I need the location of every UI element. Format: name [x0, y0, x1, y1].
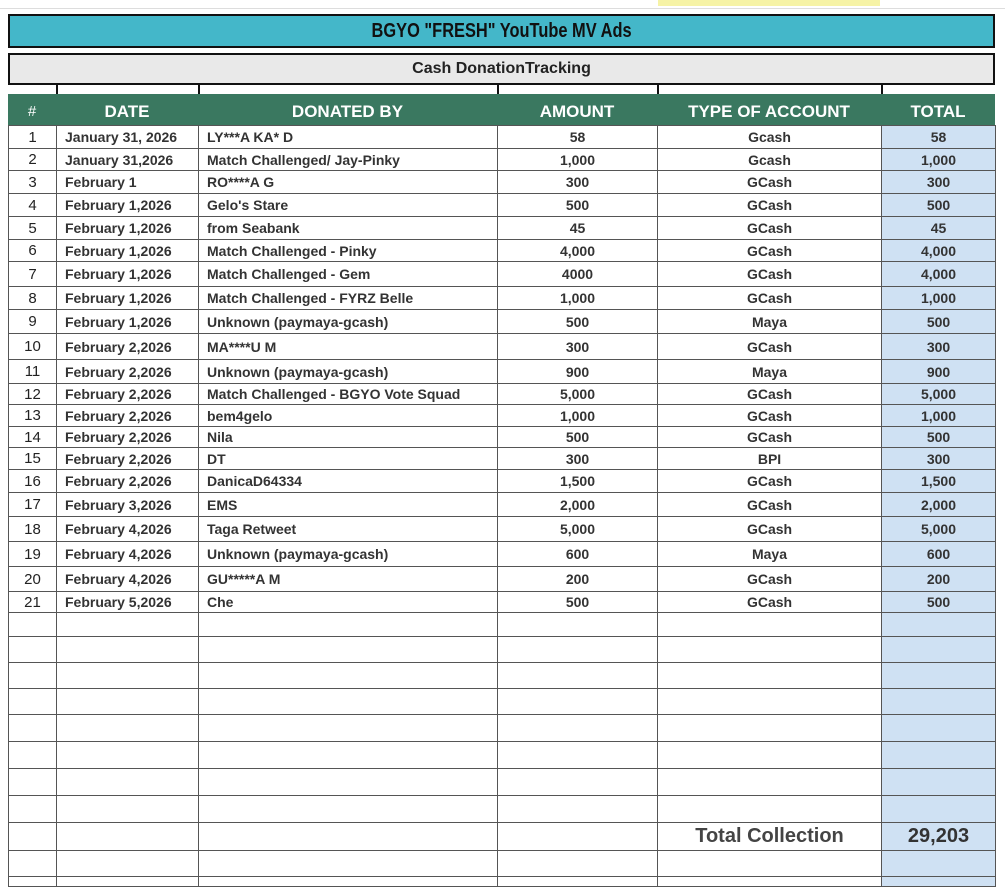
empty-cell[interactable] — [498, 715, 658, 742]
date-cell[interactable]: January 31, 2026 — [57, 126, 199, 149]
donor-cell[interactable]: bem4gelo — [199, 405, 498, 427]
total-cell[interactable]: 45 — [882, 217, 996, 240]
account-type-cell[interactable]: GCash — [658, 427, 882, 448]
table-row — [9, 287, 996, 310]
column-divider — [56, 84, 58, 94]
date-cell[interactable]: February 1,2026 — [57, 240, 199, 262]
row-number[interactable]: 9 — [9, 310, 57, 334]
column-divider — [657, 84, 659, 94]
empty-cell[interactable] — [57, 663, 199, 689]
total-cell[interactable]: 5,000 — [882, 517, 996, 542]
empty-row — [9, 663, 996, 689]
total-cell[interactable]: 4,000 — [882, 262, 996, 287]
empty-row — [9, 742, 996, 769]
empty-cell[interactable] — [658, 613, 882, 637]
table-row — [9, 493, 996, 517]
amount-cell[interactable]: 600 — [498, 542, 658, 567]
total-cell[interactable]: 300 — [882, 334, 996, 360]
header-amount[interactable]: AMOUNT — [539, 102, 615, 121]
table-row — [9, 240, 996, 262]
date-cell[interactable]: February 2,2026 — [57, 448, 199, 470]
date-cell[interactable]: February 2,2026 — [57, 405, 199, 427]
header-donated-by[interactable]: DONATED BY — [291, 102, 404, 121]
empty-cell[interactable] — [882, 877, 996, 887]
date-cell[interactable]: February 2,2026 — [57, 360, 199, 384]
empty-row — [9, 689, 996, 715]
row-number[interactable]: 15 — [9, 448, 57, 470]
donor-cell[interactable]: Unknown (paymaya-gcash) — [199, 542, 498, 567]
empty-cell[interactable] — [199, 637, 498, 663]
row-number[interactable]: 3 — [9, 171, 57, 194]
account-type-cell[interactable]: GCash — [658, 384, 882, 405]
account-type-cell[interactable]: Maya — [658, 360, 882, 384]
empty-cell[interactable] — [199, 851, 498, 877]
empty-cell[interactable] — [9, 742, 57, 769]
empty-cell[interactable] — [882, 689, 996, 715]
empty-cell[interactable] — [9, 613, 57, 637]
amount-cell[interactable]: 1,000 — [498, 287, 658, 310]
date-cell[interactable]: February 2,2026 — [57, 384, 199, 405]
empty-cell[interactable] — [882, 742, 996, 769]
row-number[interactable]: 10 — [9, 334, 57, 360]
donor-cell[interactable]: Nila — [199, 427, 498, 448]
account-type-cell[interactable]: GCash — [658, 171, 882, 194]
empty-cell[interactable] — [498, 769, 658, 796]
empty-cell[interactable] — [199, 742, 498, 769]
donor-cell[interactable]: Taga Retweet — [199, 517, 498, 542]
account-type-cell[interactable]: GCash — [658, 217, 882, 240]
total-cell[interactable]: 900 — [882, 360, 996, 384]
total-cell[interactable]: 500 — [882, 427, 996, 448]
empty-cell[interactable] — [199, 769, 498, 796]
account-type-cell[interactable]: BPI — [658, 448, 882, 470]
donor-cell[interactable]: MA****U M — [199, 334, 498, 360]
donor-cell[interactable]: RO****A G — [199, 171, 498, 194]
amount-cell[interactable]: 4000 — [498, 262, 658, 287]
row-number[interactable]: 21 — [9, 592, 57, 613]
amount-cell[interactable]: 500 — [498, 592, 658, 613]
spreadsheet-top-strip — [0, 0, 1005, 9]
donation-table — [8, 125, 996, 887]
date-cell[interactable]: February 1,2026 — [57, 217, 199, 240]
amount-cell[interactable]: 300 — [498, 334, 658, 360]
empty-cell[interactable] — [9, 663, 57, 689]
empty-cell[interactable] — [9, 715, 57, 742]
row-number[interactable]: 11 — [9, 360, 57, 384]
empty-cell[interactable] — [199, 823, 498, 851]
donor-cell[interactable]: Unknown (paymaya-gcash) — [199, 310, 498, 334]
total-cell[interactable]: 200 — [882, 567, 996, 592]
donor-cell[interactable]: from Seabank — [199, 217, 498, 240]
account-type-cell[interactable]: Gcash — [658, 149, 882, 171]
column-divider — [198, 84, 200, 94]
empty-cell[interactable] — [658, 796, 882, 823]
empty-cell[interactable] — [498, 796, 658, 823]
empty-cell[interactable] — [57, 715, 199, 742]
date-cell[interactable]: February 1,2026 — [57, 310, 199, 334]
empty-cell[interactable] — [498, 851, 658, 877]
empty-row — [9, 877, 996, 887]
total-cell[interactable]: 58 — [882, 126, 996, 149]
amount-cell[interactable]: 1,000 — [498, 149, 658, 171]
donor-cell[interactable]: Unknown (paymaya-gcash) — [199, 360, 498, 384]
header-total[interactable]: TOTAL — [910, 102, 966, 121]
donor-cell[interactable]: Match Challenged/ Jay-Pinky — [199, 149, 498, 171]
row-number[interactable]: 20 — [9, 567, 57, 592]
total-cell[interactable]: 4,000 — [882, 240, 996, 262]
empty-cell[interactable] — [658, 637, 882, 663]
row-number[interactable]: 5 — [9, 217, 57, 240]
row-number[interactable]: 13 — [9, 405, 57, 427]
amount-cell[interactable]: 900 — [498, 360, 658, 384]
table-row — [9, 384, 996, 405]
table-row — [9, 360, 996, 384]
amount-cell[interactable]: 500 — [498, 194, 658, 217]
total-cell[interactable]: 1,500 — [882, 470, 996, 493]
total-collection-value[interactable]: 29,203 — [882, 823, 996, 851]
empty-cell[interactable] — [882, 715, 996, 742]
account-type-cell[interactable]: Gcash — [658, 126, 882, 149]
account-type-cell[interactable]: GCash — [658, 493, 882, 517]
empty-cell[interactable] — [882, 663, 996, 689]
amount-cell[interactable]: 500 — [498, 310, 658, 334]
empty-cell[interactable] — [199, 689, 498, 715]
amount-cell[interactable]: 200 — [498, 567, 658, 592]
row-number[interactable]: 7 — [9, 262, 57, 287]
donor-cell[interactable]: Gelo's Stare — [199, 194, 498, 217]
amount-cell[interactable]: 1,500 — [498, 470, 658, 493]
account-type-cell[interactable]: GCash — [658, 287, 882, 310]
account-type-cell[interactable]: Maya — [658, 310, 882, 334]
table-row — [9, 194, 996, 217]
empty-cell[interactable] — [658, 769, 882, 796]
row-number[interactable]: 2 — [9, 149, 57, 171]
empty-row — [9, 796, 996, 823]
donor-cell[interactable]: Match Challenged - Gem — [199, 262, 498, 287]
empty-cell[interactable] — [57, 796, 199, 823]
date-cell[interactable]: February 1,2026 — [57, 262, 199, 287]
date-cell[interactable]: February 2,2026 — [57, 334, 199, 360]
empty-cell[interactable] — [498, 742, 658, 769]
empty-cell[interactable] — [199, 796, 498, 823]
sheet-subtitle[interactable]: Cash DonationTracking — [8, 53, 995, 85]
row-number[interactable]: 12 — [9, 384, 57, 405]
row-number[interactable]: 14 — [9, 427, 57, 448]
empty-cell[interactable] — [9, 823, 57, 851]
date-cell[interactable]: February 1 — [57, 171, 199, 194]
empty-row — [9, 637, 996, 663]
amount-cell[interactable]: 5,000 — [498, 517, 658, 542]
total-cell[interactable]: 500 — [882, 310, 996, 334]
table-row — [9, 405, 996, 427]
table-row — [9, 310, 996, 334]
empty-cell[interactable] — [199, 613, 498, 637]
empty-cell[interactable] — [882, 769, 996, 796]
empty-cell[interactable] — [57, 851, 199, 877]
empty-cell[interactable] — [199, 877, 498, 887]
empty-cell[interactable] — [57, 742, 199, 769]
row-number[interactable]: 17 — [9, 493, 57, 517]
row-number[interactable]: 18 — [9, 517, 57, 542]
account-type-cell[interactable]: GCash — [658, 470, 882, 493]
date-cell[interactable]: February 3,2026 — [57, 493, 199, 517]
donor-cell[interactable]: DT — [199, 448, 498, 470]
table-row — [9, 171, 996, 194]
date-cell[interactable]: February 5,2026 — [57, 592, 199, 613]
date-cell[interactable]: February 1,2026 — [57, 194, 199, 217]
row-number[interactable]: 4 — [9, 194, 57, 217]
account-type-cell[interactable]: GCash — [658, 592, 882, 613]
donor-cell[interactable]: DanicaD64334 — [199, 470, 498, 493]
empty-cell[interactable] — [57, 877, 199, 887]
table-row — [9, 149, 996, 171]
empty-cell[interactable] — [9, 689, 57, 715]
total-row — [9, 823, 996, 851]
amount-cell[interactable]: 500 — [498, 427, 658, 448]
empty-cell[interactable] — [658, 742, 882, 769]
empty-cell[interactable] — [658, 663, 882, 689]
empty-cell[interactable] — [882, 613, 996, 637]
table-row — [9, 427, 996, 448]
donor-cell[interactable]: Match Challenged - FYRZ Belle — [199, 287, 498, 310]
empty-cell[interactable] — [498, 877, 658, 887]
empty-cell[interactable] — [57, 769, 199, 796]
donor-cell[interactable]: Match Challenged - BGYO Vote Squad — [199, 384, 498, 405]
date-cell[interactable]: February 4,2026 — [57, 567, 199, 592]
amount-cell[interactable]: 300 — [498, 448, 658, 470]
row-number[interactable]: 8 — [9, 287, 57, 310]
table-header — [8, 94, 995, 125]
date-cell[interactable]: January 31,2026 — [57, 149, 199, 171]
table-row — [9, 126, 996, 149]
empty-cell[interactable] — [57, 689, 199, 715]
empty-cell[interactable] — [658, 851, 882, 877]
account-type-cell[interactable]: GCash — [658, 334, 882, 360]
empty-cell[interactable] — [498, 613, 658, 637]
table-row — [9, 448, 996, 470]
empty-cell[interactable] — [882, 637, 996, 663]
empty-cell[interactable] — [9, 877, 57, 887]
header-number[interactable]: # — [27, 103, 37, 120]
total-cell[interactable]: 5,000 — [882, 384, 996, 405]
empty-cell[interactable] — [498, 663, 658, 689]
column-divider — [497, 84, 499, 94]
empty-row — [9, 613, 996, 637]
table-row — [9, 470, 996, 493]
sheet-title-text: BGYO "FRESH" YouTube MV Ads — [371, 20, 632, 42]
amount-cell[interactable]: 5,000 — [498, 384, 658, 405]
total-cell[interactable]: 500 — [882, 194, 996, 217]
empty-cell[interactable] — [9, 769, 57, 796]
empty-cell[interactable] — [57, 637, 199, 663]
total-cell[interactable]: 500 — [882, 592, 996, 613]
empty-cell[interactable] — [498, 637, 658, 663]
total-cell[interactable]: 300 — [882, 448, 996, 470]
row-number[interactable]: 1 — [9, 126, 57, 149]
empty-cell[interactable] — [199, 663, 498, 689]
account-type-cell[interactable]: GCash — [658, 240, 882, 262]
empty-cell[interactable] — [9, 637, 57, 663]
table-row — [9, 334, 996, 360]
account-type-cell[interactable]: GCash — [658, 517, 882, 542]
amount-cell[interactable]: 1,000 — [498, 405, 658, 427]
empty-cell[interactable] — [199, 715, 498, 742]
table-row — [9, 542, 996, 567]
empty-cell[interactable] — [57, 823, 199, 851]
header-date[interactable]: DATE — [104, 102, 150, 121]
date-cell[interactable]: February 2,2026 — [57, 427, 199, 448]
row-number[interactable]: 6 — [9, 240, 57, 262]
donor-cell[interactable]: GU*****A M — [199, 567, 498, 592]
date-cell[interactable]: February 4,2026 — [57, 542, 199, 567]
date-cell[interactable]: February 1,2026 — [57, 287, 199, 310]
empty-cell[interactable] — [658, 689, 882, 715]
empty-row — [9, 769, 996, 796]
table-row — [9, 592, 996, 613]
empty-cell[interactable] — [57, 613, 199, 637]
highlighted-cell[interactable] — [658, 0, 880, 6]
amount-cell[interactable]: 300 — [498, 171, 658, 194]
total-cell[interactable]: 300 — [882, 171, 996, 194]
sheet-title[interactable] — [8, 14, 995, 48]
account-type-cell[interactable]: GCash — [658, 262, 882, 287]
total-cell[interactable]: 1,000 — [882, 405, 996, 427]
header-type-of-account[interactable]: TYPE OF ACCOUNT — [688, 102, 850, 121]
empty-cell[interactable] — [9, 796, 57, 823]
total-cell[interactable]: 600 — [882, 542, 996, 567]
table-row — [9, 567, 996, 592]
date-cell[interactable]: February 2,2026 — [57, 470, 199, 493]
column-divider — [881, 84, 883, 94]
amount-cell[interactable]: 4,000 — [498, 240, 658, 262]
empty-cell[interactable] — [882, 851, 996, 877]
account-type-cell[interactable]: Maya — [658, 542, 882, 567]
empty-row — [9, 851, 996, 877]
total-collection-label[interactable]: Total Collection — [658, 823, 882, 851]
empty-cell[interactable] — [498, 689, 658, 715]
empty-cell[interactable] — [658, 715, 882, 742]
row-number[interactable]: 16 — [9, 470, 57, 493]
amount-cell[interactable]: 45 — [498, 217, 658, 240]
account-type-cell[interactable]: GCash — [658, 405, 882, 427]
amount-cell[interactable]: 58 — [498, 126, 658, 149]
total-cell[interactable]: 2,000 — [882, 493, 996, 517]
row-number[interactable]: 19 — [9, 542, 57, 567]
empty-cell[interactable] — [498, 823, 658, 851]
table-row — [9, 217, 996, 240]
total-cell[interactable]: 1,000 — [882, 149, 996, 171]
date-cell[interactable]: February 4,2026 — [57, 517, 199, 542]
table-row — [9, 517, 996, 542]
empty-cell[interactable] — [658, 877, 882, 887]
account-type-cell[interactable]: GCash — [658, 194, 882, 217]
empty-cell[interactable] — [9, 851, 57, 877]
donor-cell[interactable]: Che — [199, 592, 498, 613]
amount-cell[interactable]: 2,000 — [498, 493, 658, 517]
donor-cell[interactable]: LY***A KA* D — [199, 126, 498, 149]
empty-cell[interactable] — [882, 796, 996, 823]
empty-row — [9, 715, 996, 742]
total-cell[interactable]: 1,000 — [882, 287, 996, 310]
account-type-cell[interactable]: GCash — [658, 567, 882, 592]
donor-cell[interactable]: EMS — [199, 493, 498, 517]
donor-cell[interactable]: Match Challenged - Pinky — [199, 240, 498, 262]
table-row — [9, 262, 996, 287]
